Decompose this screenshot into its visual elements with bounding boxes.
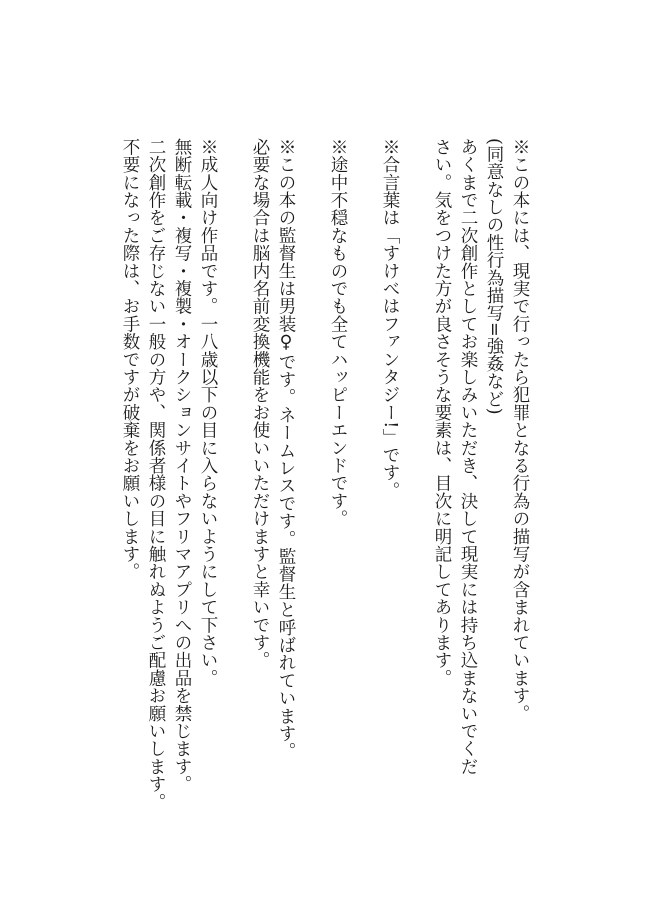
notice-line: ※合言葉は「すけべはファンタジー!」です。	[380, 138, 400, 500]
notice-line: ※この本には、現実で行ったら犯罪となる行為の描写が含まれています。	[510, 138, 530, 723]
notice-line: あくまで二次創作としてお楽しみいただき、決して現実には持ち込まないでくだ	[458, 138, 478, 776]
notice-line: 必要な場合は脳内名前変換機能をお使いいただけますと幸いです。	[250, 138, 270, 669]
notice-line: 無断転載・複写・複製・オークションサイトやフリマアプリへの出品を禁じます。	[172, 138, 192, 793]
paragraph-gap	[299, 138, 325, 818]
notice-line: 不要になった際は、お手数ですが破棄をお願いします。	[120, 138, 140, 581]
notice-line: ※この本の監督生は男装♀です。ネームレスです。監督生と呼ばれています。	[276, 138, 296, 760]
notice-line: さい。気をつけた方が良さそうな要素は、目次に明記してあります。	[432, 138, 452, 687]
paragraph-gap	[403, 138, 429, 818]
notice-line: (同意なしの性行為描写=強姦など)	[484, 138, 504, 415]
notice-line: ※成人向け作品です。一八歳以下の目に入らないようにして下さい。	[198, 138, 218, 687]
notice-line: ※途中不穏なものでも全てハッピーエンドです。	[328, 138, 348, 528]
paragraph-gap	[221, 138, 247, 818]
notice-text	[117, 138, 533, 818]
notice-line: 二次創作をご存じない一般の方や、関係者様の目に触れぬようご配慮お願いします。	[146, 138, 166, 811]
paragraph-gap	[351, 138, 377, 818]
